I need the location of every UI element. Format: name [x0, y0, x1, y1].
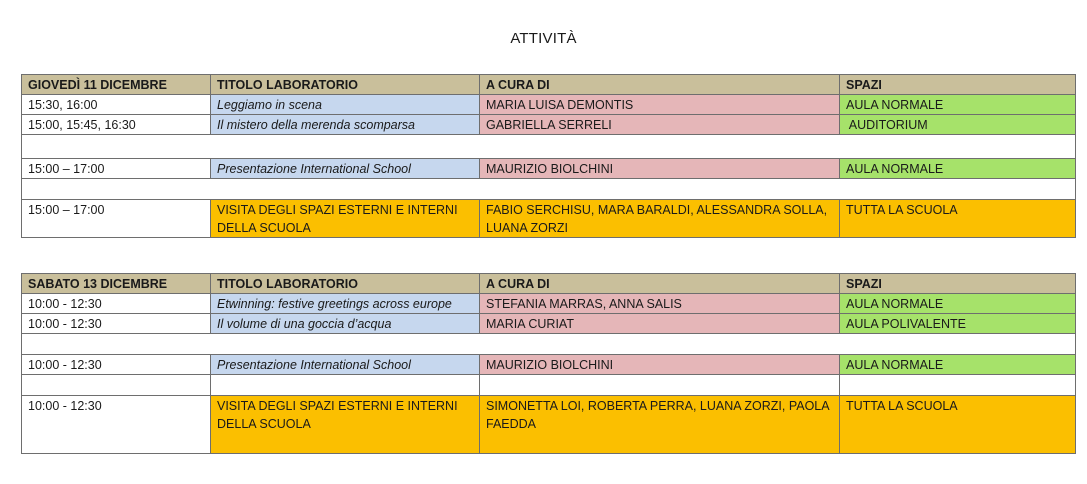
table-row — [22, 355, 1076, 375]
page-title: ATTIVITÀ — [510, 30, 577, 47]
cell-spazi: AULA NORMALE — [840, 159, 1076, 179]
header-title: TITOLO LABORATORIO — [211, 75, 480, 95]
table-row — [22, 396, 1076, 454]
table-row — [22, 294, 1076, 314]
empty-cell — [840, 375, 1076, 396]
header-date: GIOVEDÌ 11 DICEMBRE — [22, 75, 211, 95]
schedule-table-thursday — [21, 74, 1076, 238]
table-header-row — [22, 274, 1076, 294]
spacer-row — [22, 179, 1076, 200]
cell-title: VISITA DEGLI SPAZI ESTERNI E INTERNI DELLA SCUOLA — [211, 200, 480, 238]
cell-time: 10:00 - 12:30 — [22, 294, 211, 314]
cell-time: 15:00 – 17:00 — [22, 159, 211, 179]
cell-title: VISITA DEGLI SPAZI ESTERNI E INTERNI DELLA SCUOLA — [211, 396, 480, 454]
cell-spazi: TUTTA LA SCUOLA — [840, 396, 1076, 454]
table-row — [22, 159, 1076, 179]
cell-cura: FABIO SERCHISU, MARA BARALDI, ALESSANDRA SOLLA, LUANA ZORZI — [480, 200, 840, 238]
cell-time: 15:00 – 17:00 — [22, 200, 211, 238]
cell-cura: MARIA CURIAT — [480, 314, 840, 334]
cell-time: 10:00 - 12:30 — [22, 355, 211, 375]
table-header-row — [22, 75, 1076, 95]
header-date: SABATO 13 DICEMBRE — [22, 274, 211, 294]
header-spazi: SPAZI — [840, 274, 1076, 294]
empty-cell — [480, 375, 840, 396]
header-title: TITOLO LABORATORIO — [211, 274, 480, 294]
empty-cell — [211, 375, 480, 396]
cell-time: 15:00, 15:45, 16:30 — [22, 115, 211, 135]
cell-title: Il volume di una goccia d’acqua — [211, 314, 480, 334]
spacer-row — [22, 375, 1076, 396]
cell-time: 10:00 - 12:30 — [22, 396, 211, 454]
cell-spazi: AULA NORMALE — [840, 95, 1076, 115]
table-row — [22, 200, 1076, 238]
schedule-table-saturday — [21, 273, 1076, 454]
cell-cura: MARIA LUISA DEMONTIS — [480, 95, 840, 115]
cell-title: Presentazione International School — [211, 355, 480, 375]
header-spazi: SPAZI — [840, 75, 1076, 95]
cell-cura: SIMONETTA LOI, ROBERTA PERRA, LUANA ZORZI, PAOLA FAEDDA — [480, 396, 840, 454]
spacer-row — [22, 334, 1076, 355]
cell-cura: MAURIZIO BIOLCHINI — [480, 159, 840, 179]
cell-cura: MAURIZIO BIOLCHINI — [480, 355, 840, 375]
table-row — [22, 95, 1076, 115]
cell-spazi: AUDITORIUM — [840, 115, 1076, 135]
empty-cell — [22, 135, 1076, 159]
cell-spazi: AULA NORMALE — [840, 355, 1076, 375]
cell-time: 10:00 - 12:30 — [22, 314, 211, 334]
cell-spazi: TUTTA LA SCUOLA — [840, 200, 1076, 238]
table-row — [22, 115, 1076, 135]
cell-spazi: AULA NORMALE — [840, 294, 1076, 314]
cell-spazi: AULA POLIVALENTE — [840, 314, 1076, 334]
empty-cell — [22, 179, 1076, 200]
table-row — [22, 314, 1076, 334]
empty-cell — [22, 334, 1076, 355]
cell-cura: STEFANIA MARRAS, ANNA SALIS — [480, 294, 840, 314]
header-cura: A CURA DI — [480, 75, 840, 95]
cell-title: Leggiamo in scena — [211, 95, 480, 115]
cell-cura: GABRIELLA SERRELI — [480, 115, 840, 135]
empty-cell — [22, 375, 211, 396]
cell-title: Presentazione International School — [211, 159, 480, 179]
cell-time: 15:30, 16:00 — [22, 95, 211, 115]
cell-title: Il mistero della merenda scomparsa — [211, 115, 480, 135]
spacer-row — [22, 135, 1076, 159]
header-cura: A CURA DI — [480, 274, 840, 294]
cell-title: Etwinning: festive greetings across europe — [211, 294, 480, 314]
